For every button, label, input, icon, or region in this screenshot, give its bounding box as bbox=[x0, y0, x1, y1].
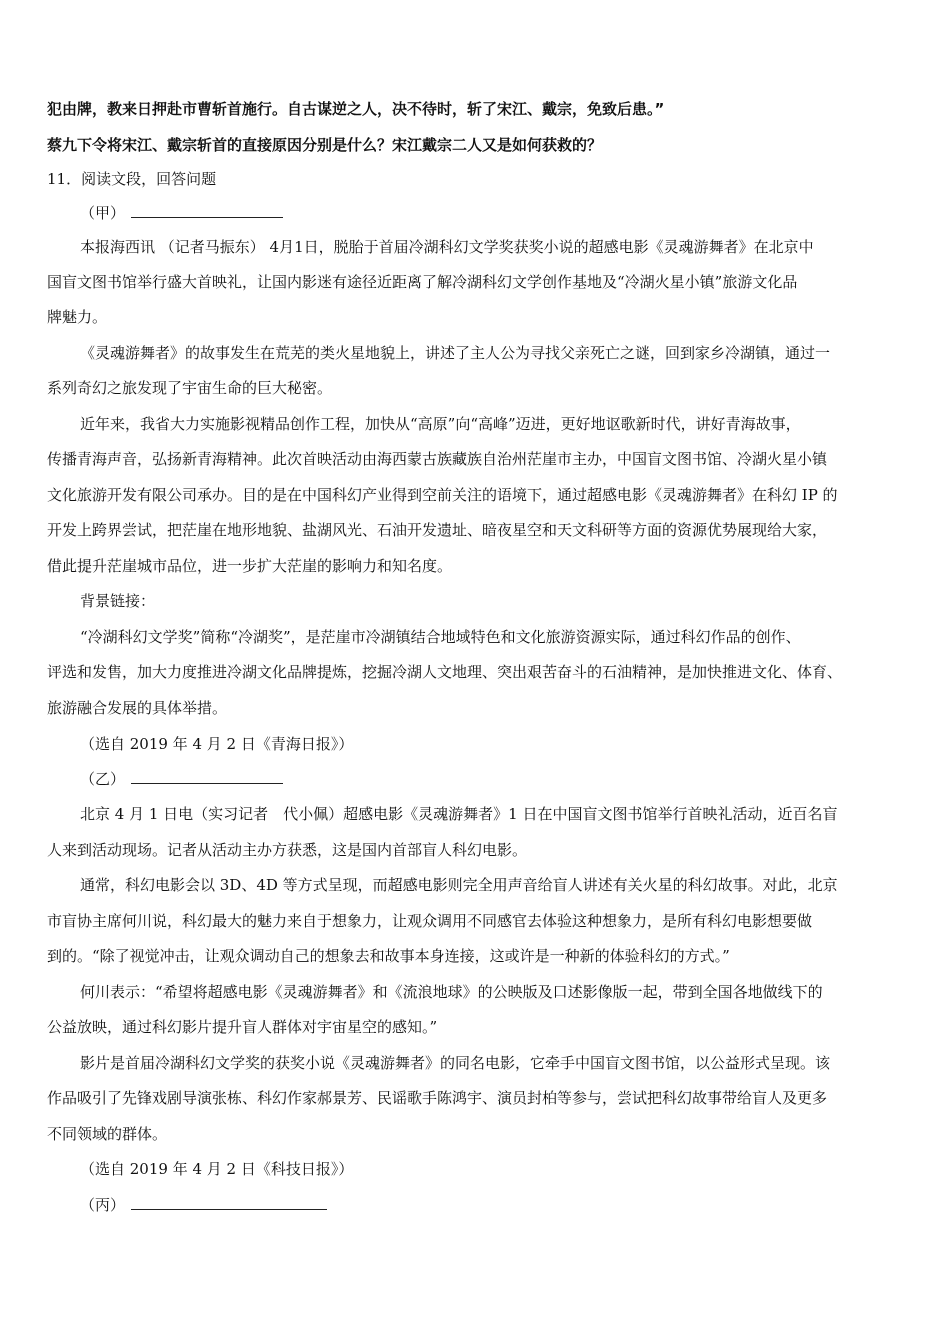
paragraph-line: 公益放映，通过科幻影片提升盲人群体对宇宙星空的感知。” bbox=[47, 1018, 438, 1036]
paragraph-line: 借此提升茫崖城市品位，进一步扩大茫崖的影响力和知名度。 bbox=[47, 557, 453, 575]
paragraph-line: 传播青海声音，弘扬新青海精神。此次首映活动由海西蒙古族藏族自治州茫崖市主办，中国盲文图书馆、冷湖火星小镇 bbox=[47, 450, 828, 468]
paragraph-line: 通常，科幻电影会以 3D、4D 等方式呈现，而超感电影则完全用声音给盲人讲述有关火星的科幻故事。对此，北京 bbox=[80, 876, 838, 894]
paragraph-line: 《灵魂游舞者》的故事发生在荒芜的类火星地貌上，讲述了主人公为寻找父亲死亡之谜，回到家乡冷湖镇，通过一 bbox=[80, 344, 831, 362]
paragraph-line: 不同领域的群体。 bbox=[47, 1125, 168, 1143]
paragraph-line: 近年来，我省大力实施影视精品创作工程，加快从“高原”向“高峰”迈进，更好地讴歌新时代，讲好青海故事， bbox=[80, 415, 801, 433]
source-citation: （选自 2019 年 4 月 2 日《科技日报》） bbox=[80, 1160, 354, 1178]
paragraph-line: 到的。“除了视觉冲击，让观众调动自己的想象去和故事本身连接，这或许是一种新的体验科幻的方式。” bbox=[47, 947, 730, 965]
source-citation: （选自 2019 年 4 月 2 日《青海日报》） bbox=[80, 735, 354, 753]
yi-title-blank[interactable] bbox=[131, 769, 283, 784]
paragraph-line: 文化旅游开发有限公司承办。目的是在中国科幻产业得到空前关注的语境下，通过超感电影《灵魂游舞者》在科幻 IP 的 bbox=[47, 486, 838, 504]
question-text: 蔡九下令将宋江、戴宗斩首的直接原因分别是什么？宋江戴宗二人又是如何获救的？ bbox=[47, 136, 603, 154]
paragraph-line: 人来到活动现场。记者从活动主办方获悉，这是国内首部盲人科幻电影。 bbox=[47, 841, 528, 859]
paragraph-line: 旅游融合发展的具体举措。 bbox=[47, 699, 228, 717]
paragraph-line: 作品吸引了先锋戏剧导演张栋、科幻作家郝景芳、民谣歌手陈鸿宇、演员封柏等参与，尝试把科幻故事带给盲人及更多 bbox=[47, 1089, 828, 1107]
intro-text-line: 犯由牌，教来日押赴市曹斩首施行。自古谋逆之人，决不待时，斩了宋江、戴宗，免致后患。” bbox=[47, 100, 665, 118]
jia-title-blank[interactable] bbox=[131, 203, 283, 218]
section-yi-label: （乙） bbox=[80, 770, 126, 788]
paragraph-line: 牌魅力。 bbox=[47, 308, 108, 326]
paragraph-line: 系列奇幻之旅发现了宇宙生命的巨大秘密。 bbox=[47, 379, 333, 397]
paragraph-line: 影片是首届冷湖科幻文学奖的获奖小说《灵魂游舞者》的同名电影，它牵手中国盲文图书馆，以公益形式呈现。该 bbox=[80, 1054, 831, 1072]
paragraph-line: 国盲文图书馆举行盛大首映礼，让国内影迷有途径近距离了解冷湖科幻文学创作基地及“冷湖火星小镇”旅游文化品 bbox=[47, 273, 798, 291]
paragraph-line: 开发上跨界尝试，把茫崖在地形地貌、盐湖风光、石油开发遗址、暗夜星空和天文科研等方面的资源优势展现给大家， bbox=[47, 521, 828, 539]
background-link-label: 背景链接： bbox=[80, 592, 156, 610]
question-11-title: 11．阅读文段，回答问题 bbox=[47, 170, 217, 188]
section-jia-heading bbox=[80, 202, 940, 224]
section-bing-label: （丙） bbox=[80, 1196, 126, 1214]
paragraph-line: 本报海西讯 （记者马振东） 4月1日，脱胎于首届冷湖科幻文学奖获奖小说的超感电影《灵魂游舞者》在北京中 bbox=[80, 238, 814, 256]
section-yi-heading bbox=[80, 768, 940, 790]
bing-title-blank[interactable] bbox=[131, 1195, 327, 1210]
paragraph-line: 市盲协主席何川说，科幻最大的魅力来自于想象力，让观众调用不同感官去体验这种想象力，是所有科幻电影想要做 bbox=[47, 912, 813, 930]
paragraph-line: “冷湖科幻文学奖”简称“冷湖奖”，是茫崖市冷湖镇结合地域特色和文化旅游资源实际，通过科幻作品的创作、 bbox=[80, 628, 801, 646]
paragraph-line: 北京 4 月 1 日电（实习记者 代小佩）超感电影《灵魂游舞者》1 日在中国盲文图书馆举行首映礼活动，近百名盲 bbox=[80, 805, 838, 823]
paragraph-line: 何川表示：“希望将超感电影《灵魂游舞者》和《流浪地球》的公映版及口述影像版一起，带到全国各地做线下的 bbox=[80, 983, 823, 1001]
paragraph-line: 评选和发售，加大力度推进冷湖文化品牌提炼，挖掘冷湖人文地理、突出艰苦奋斗的石油精神，是加快推进文化、体育、 bbox=[47, 663, 843, 681]
section-bing-heading bbox=[80, 1194, 940, 1216]
section-jia-label: （甲） bbox=[80, 204, 126, 222]
